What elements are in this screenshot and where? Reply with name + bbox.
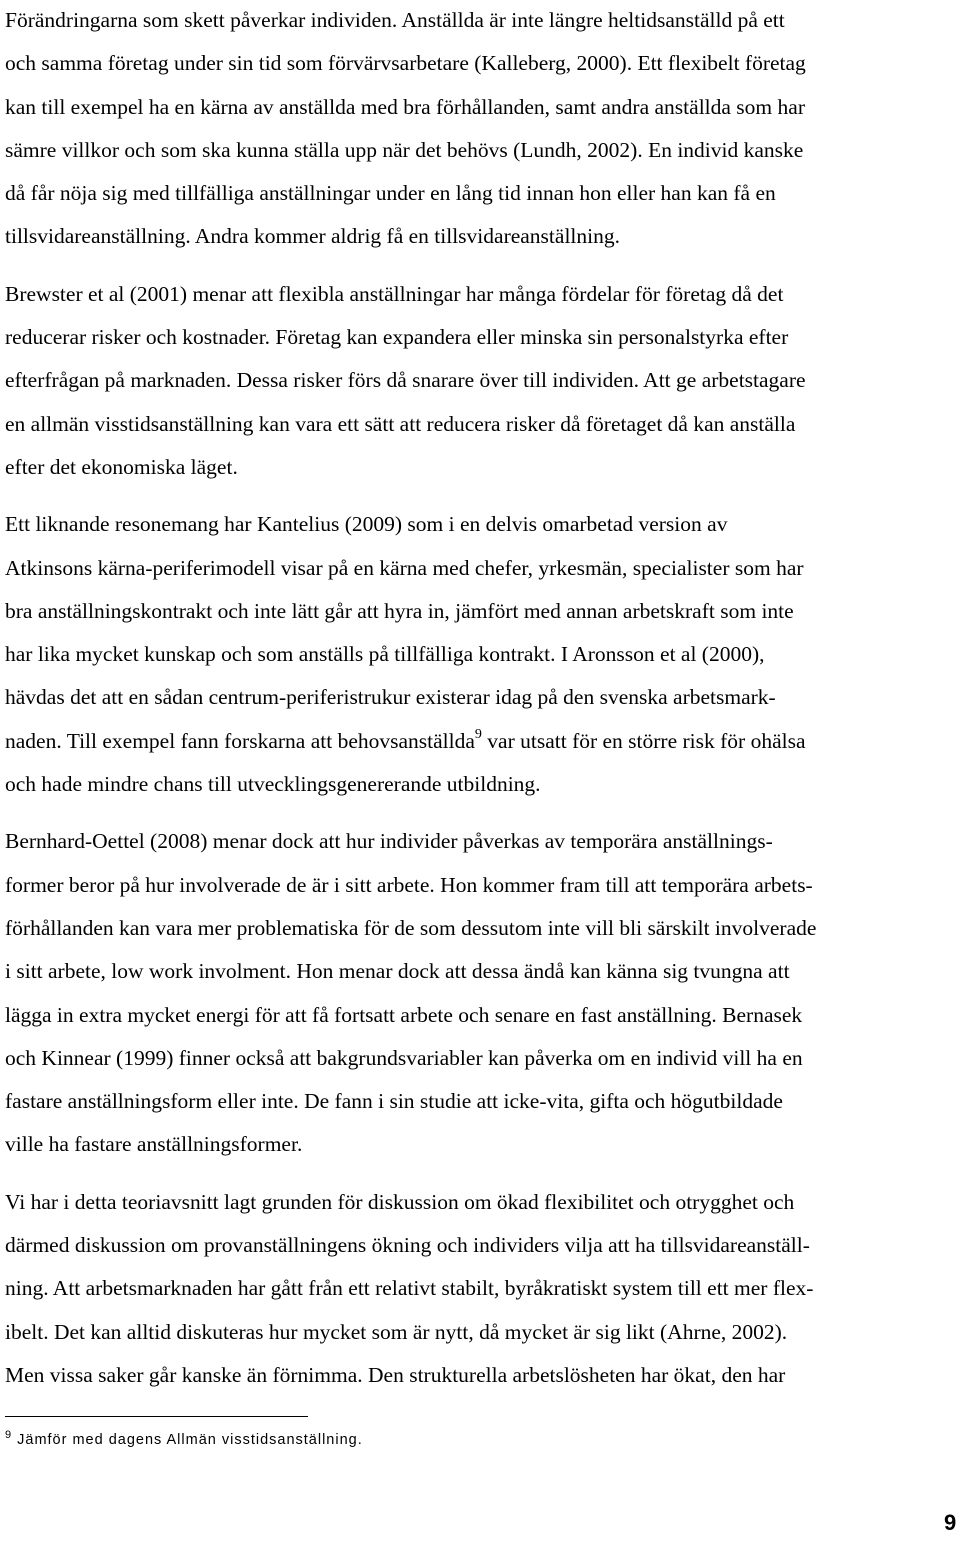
- text-line: hävdas det att en sådan centrum-periferistrukur existerar idag på den svenska arbetsmark-: [5, 685, 776, 710]
- footnote-number: 9: [5, 1429, 12, 1441]
- footnote-divider: [5, 1416, 308, 1417]
- text-line: Brewster et al (2001) menar att flexibla anställningar har många fördelar för företag då det: [5, 281, 784, 306]
- text-line: och Kinnear (1999) finner också att bakgrundsvariabler kan påverka om en individ vill ha en: [5, 1045, 803, 1070]
- text-line: efter det ekonomiska läget.: [5, 454, 238, 479]
- text-line: Men vissa saker går kanske än förnimma. Den strukturella arbetslösheten har ökat, den har: [5, 1362, 786, 1387]
- text-line: reducerar risker och kostnader. Företag kan expandera eller minska sin personalstyrka efter: [5, 325, 789, 350]
- text-line: Bernhard-Oettel (2008) menar dock att hur individer påverkas av temporära anställnings-: [5, 829, 773, 854]
- paragraph-2: [5, 273, 957, 489]
- text-line: ville ha fastare anställningsformer.: [5, 1132, 303, 1157]
- page-number: 9: [944, 1510, 957, 1535]
- text-line: en allmän visstidsanställning kan vara ett sätt att reducera risker då företaget då kan anställa: [5, 411, 796, 436]
- footnote-reference[interactable]: 9: [474, 726, 482, 742]
- text-line: fastare anställningsform eller inte. De fann i sin studie att icke-vita, gifta och högutbildade: [5, 1089, 783, 1114]
- body-text: [5, 0, 957, 1397]
- text-line: då får nöja sig med tillfälliga anställningar under en lång tid innan hon eller han kan få en: [5, 181, 776, 206]
- text-line: ibelt. Det kan alltid diskuteras hur mycket som är nytt, då mycket är sig likt (Ahrne, 2002).: [5, 1319, 788, 1344]
- text-line: former beror på hur involverade de är i sitt arbete. Hon kommer fram till att temporära arbets-: [5, 872, 813, 897]
- paragraph-5: [5, 1181, 957, 1397]
- text-line: sämre villkor och som ska kunna ställa upp när det behövs (Lundh, 2002). En individ kanske: [5, 137, 804, 162]
- text-line: efterfrågan på marknaden. Dessa risker förs då snarare över till individen. Att ge arbetstagare: [5, 368, 806, 393]
- text-line: har lika mycket kunskap och som anställs på tillfälliga kontrakt. I Aronsson et al (2000),: [5, 642, 765, 667]
- text-line: därmed diskussion om provanställningens ökning och individers vilja att ha tillsvidareanställ-: [5, 1233, 810, 1258]
- text-line: kan till exempel ha en kärna av anställda med bra förhållanden, samt andra anställda som har: [5, 94, 805, 119]
- footnote: [5, 1429, 363, 1448]
- text-line: Förändringarna som skett påverkar individen. Anställda är inte längre heltidsanställd på ett: [5, 8, 785, 32]
- text-segment: var utsatt för en större risk för ohälsa: [481, 728, 806, 753]
- text-line: förhållanden kan vara mer problematiska för de som dessutom inte vill bli särskilt involverade: [5, 915, 817, 940]
- text-line: Ett liknande resonemang har Kantelius (2009) som i en delvis omarbetad version av: [5, 512, 728, 537]
- text-line: Atkinsons kärna-periferimodell visar på en kärna med chefer, yrkesmän, specialister som har: [5, 555, 804, 580]
- footnote-text: Jämför med dagens Allmän visstidsanställning.: [17, 1432, 363, 1448]
- paragraph-1: [5, 0, 957, 259]
- paragraph-4: [5, 820, 957, 1166]
- text-line: ning. Att arbetsmarknaden har gått från ett relativt stabilt, byråkratiskt system till ett mer flex-: [5, 1276, 814, 1301]
- text-line: tillsvidareanställning. Andra kommer aldrig få en tillsvidareanställning.: [5, 224, 620, 249]
- text-line: i sitt arbete, low work involment. Hon menar dock att dessa ändå kan känna sig tvungna att: [5, 959, 790, 984]
- text-line: bra anställningskontrakt och inte lätt går att hyra in, jämfört med annan arbetskraft som inte: [5, 598, 794, 623]
- text-line: och samma företag under sin tid som förvärvsarbetare (Kalleberg, 2000). Ett flexibelt företag: [5, 51, 806, 76]
- paragraph-3: [5, 503, 957, 806]
- text-line: lägga in extra mycket energi för att få fortsatt arbete och senare en fast anställning. Bernasek: [5, 1002, 803, 1027]
- text-segment: naden. Till exempel fann forskarna att behovsanställda: [5, 728, 475, 753]
- text-line-with-footnote-ref: [5, 720, 957, 763]
- text-line: Vi har i detta teoriavsnitt lagt grunden för diskussion om ökad flexibilitet och otrygghet och: [5, 1189, 795, 1214]
- text-line: och hade mindre chans till utvecklingsgenererande utbildning.: [5, 772, 541, 797]
